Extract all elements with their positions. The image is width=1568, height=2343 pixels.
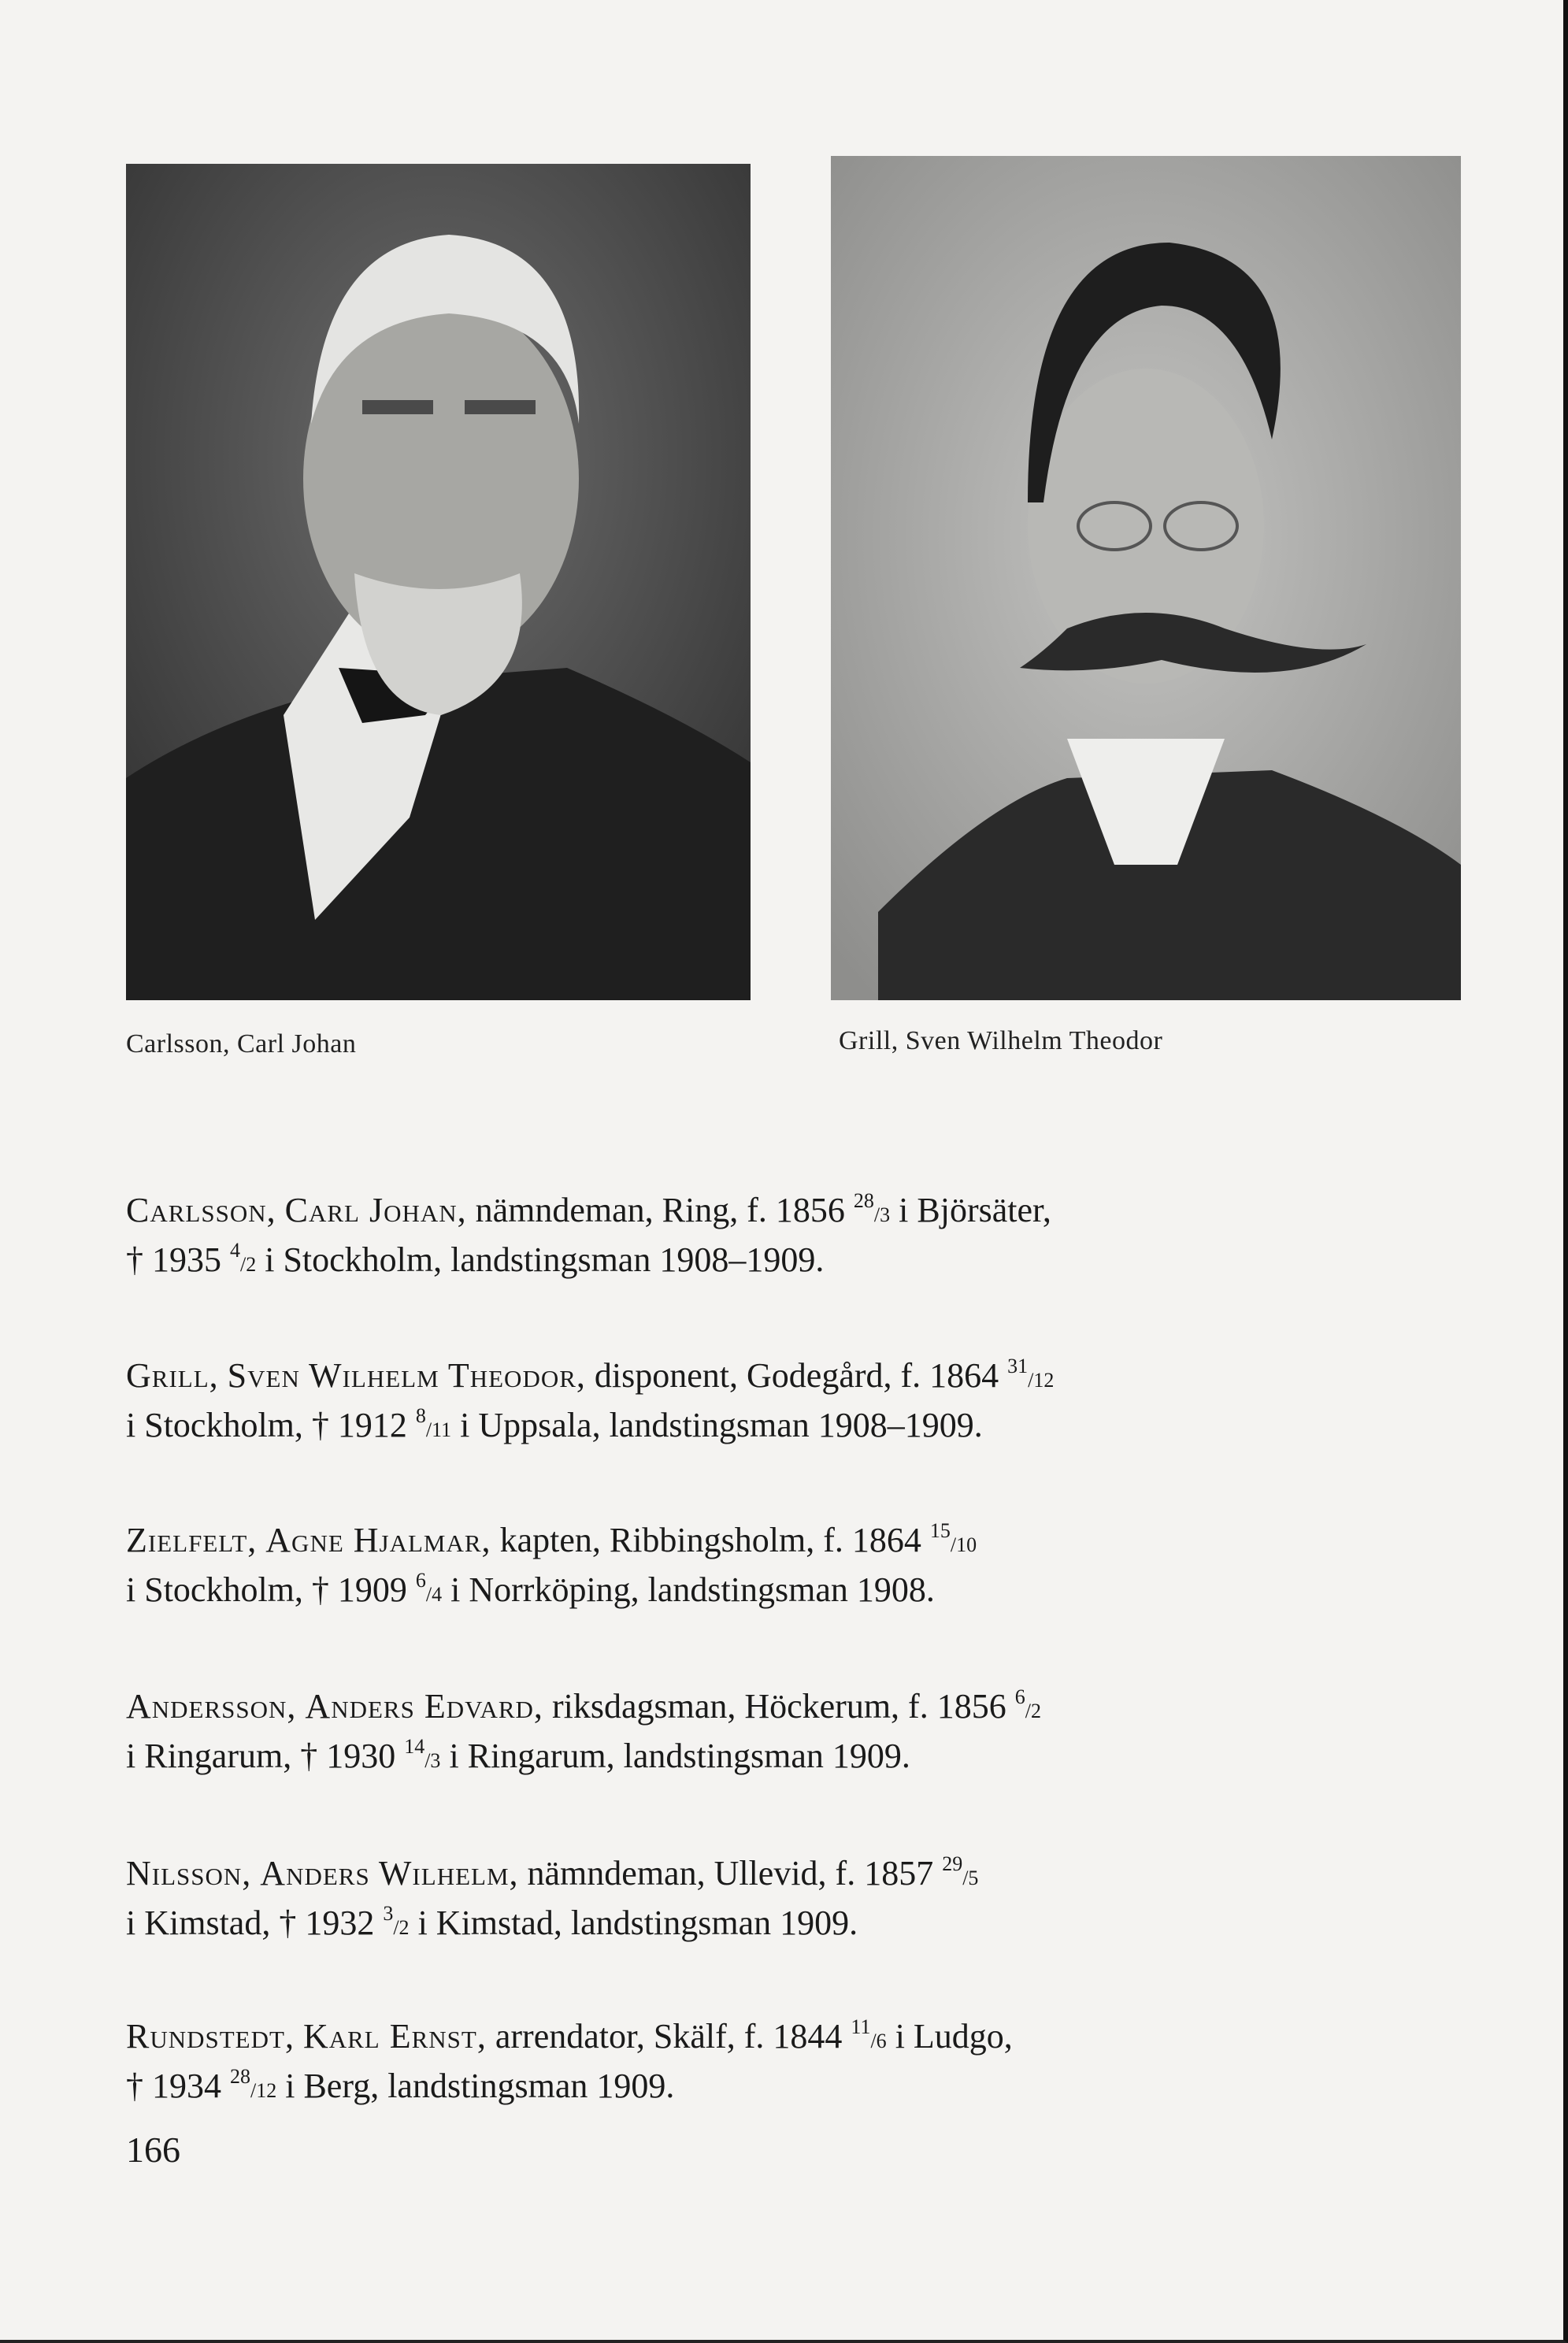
entry-surname: Rundstedt, — [126, 2017, 295, 2056]
portrait-photo-carlsson — [126, 164, 751, 1000]
photo-caption: Grill, Sven Wilhelm Theodor — [839, 1026, 1163, 1055]
entry-text: arrendator, Skälf, f. 1844 — [495, 2017, 843, 2056]
entry-text: i Björsäter, — [899, 1191, 1051, 1229]
date-month: /5 — [962, 1867, 979, 1889]
entry-text: i Uppsala, landstingsman 1908–1909. — [460, 1406, 983, 1444]
portrait-photo-grill — [831, 156, 1461, 1000]
date-month: /2 — [1025, 1700, 1041, 1722]
date-month: /10 — [950, 1533, 977, 1556]
date-day: 28 — [230, 2065, 250, 2088]
entry-surname: Grill, — [126, 1356, 219, 1395]
entry-line — [126, 1733, 1150, 1783]
entry-line — [126, 1403, 1150, 1452]
biography-entry — [126, 1518, 1150, 1617]
date-month: /3 — [873, 1203, 891, 1226]
date-day: 6 — [415, 1569, 426, 1592]
date-day: 4 — [230, 1239, 240, 1262]
entry-given-names: Anders Wilhelm, — [260, 1854, 519, 1893]
entry-text: † 1935 — [126, 1240, 221, 1279]
date-month: /11 — [425, 1418, 452, 1441]
entry-given-names: Agne Hjalmar, — [265, 1521, 491, 1559]
entry-text: i Stockholm, † 1912 — [126, 1406, 407, 1444]
entry-surname: Zielfelt, — [126, 1521, 258, 1559]
entry-text: i Stockholm, † 1909 — [126, 1570, 407, 1609]
entry-line — [126, 1684, 1150, 1733]
date-day: 6 — [1014, 1685, 1025, 1708]
entry-line — [126, 2063, 1150, 2113]
entry-line — [126, 1188, 1150, 1237]
entry-text: disponent, Godegård, f. 1864 — [594, 1356, 999, 1395]
date-month: /2 — [240, 1253, 257, 1276]
biography-entry — [126, 1188, 1150, 1287]
entry-text: i Berg, landstingsman 1909. — [285, 2067, 675, 2105]
entry-given-names: Sven Wilhelm Theodor, — [227, 1356, 586, 1395]
entry-line — [126, 1237, 1150, 1287]
entry-text: i Ringarum, landstingsman 1909. — [449, 1737, 910, 1775]
date-day: 28 — [853, 1189, 874, 1212]
biography-entry — [126, 1353, 1150, 1452]
entry-text: i Ludgo, — [895, 2017, 1013, 2056]
date-day: 11 — [851, 2015, 871, 2038]
date-day: 31 — [1007, 1355, 1029, 1377]
entry-line — [126, 2014, 1150, 2063]
entry-text: riksdagsman, Höckerum, f. 1856 — [551, 1687, 1006, 1726]
biography-entry — [126, 1684, 1150, 1783]
entry-given-names: Karl Ernst, — [302, 2017, 487, 2056]
biography-entry — [126, 2014, 1150, 2113]
date-month: /6 — [870, 2030, 887, 2052]
entry-line — [126, 1353, 1150, 1403]
entry-text: i Kimstad, † 1932 — [126, 1904, 375, 1942]
entry-text: i Ringarum, † 1930 — [126, 1737, 396, 1775]
entry-text: nämndeman, Ring, f. 1856 — [475, 1191, 845, 1229]
entry-given-names: Anders Edvard, — [305, 1687, 543, 1726]
entry-line — [126, 1851, 1150, 1900]
entry-surname: Nilsson, — [126, 1854, 252, 1893]
date-day: 3 — [383, 1902, 394, 1925]
entry-text: kapten, Ribbingsholm, f. 1864 — [499, 1521, 921, 1559]
entry-text: i Kimstad, landstingsman 1909. — [417, 1904, 858, 1942]
date-day: 29 — [942, 1852, 963, 1875]
biography-entry — [126, 1851, 1150, 1950]
entry-line — [126, 1900, 1150, 1950]
date-day: 15 — [929, 1519, 951, 1542]
entry-given-names: Carl Johan, — [284, 1191, 467, 1229]
date-month: /3 — [424, 1749, 441, 1772]
photo-caption: Carlsson, Carl Johan — [126, 1029, 357, 1058]
entry-text: i Stockholm, landstingsman 1908–1909. — [265, 1240, 825, 1279]
date-month: /12 — [1028, 1369, 1055, 1392]
date-day: 14 — [404, 1735, 425, 1758]
entry-text: i Norrköping, landstingsman 1908. — [450, 1570, 935, 1609]
entry-line — [126, 1518, 1150, 1567]
entry-text: † 1934 — [126, 2067, 221, 2105]
date-month: /2 — [393, 1916, 410, 1939]
entry-surname: Carlsson, — [126, 1191, 276, 1229]
entry-line — [126, 1567, 1150, 1617]
entry-text: nämndeman, Ullevid, f. 1857 — [527, 1854, 934, 1893]
entry-surname: Andersson, — [126, 1687, 297, 1726]
date-day: 8 — [415, 1404, 426, 1427]
date-month: /12 — [250, 2079, 277, 2102]
page-number: 166 — [126, 2130, 180, 2170]
date-month: /4 — [425, 1583, 443, 1606]
